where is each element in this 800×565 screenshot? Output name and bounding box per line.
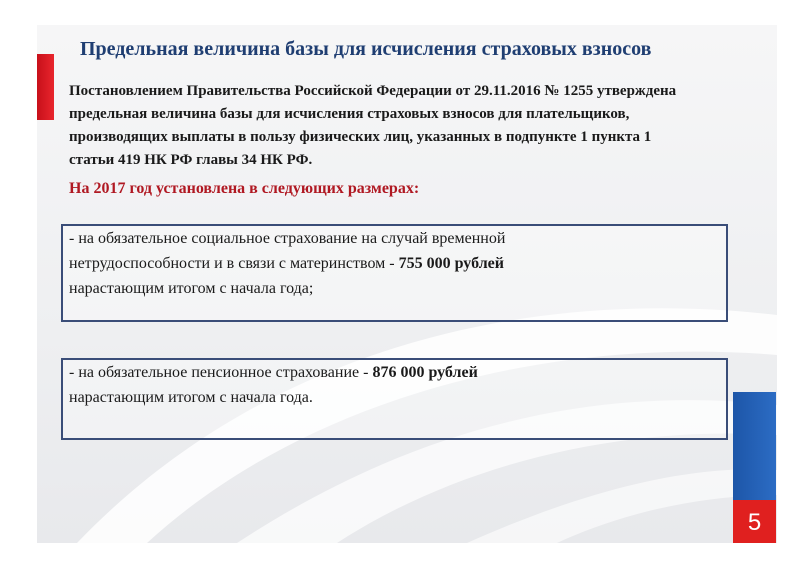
subheading: На 2017 год установлена в следующих размерах: bbox=[69, 180, 420, 197]
social-insurance-line-1: - на обязательное социальное страхование на случай временной bbox=[69, 230, 506, 247]
intro-paragraph: Постановлением Правительства Российской Федерации от 29.11.2016 № 1255 утверждена предельная величина базы для исчисления страховых взносов для плательщиков, производящих выплаты в пользу физических лиц, указанных в подпункте 1 пункта 1 статьи 419 НК РФ главы 34 НК РФ. bbox=[69, 83, 677, 168]
pension-insurance-line-1-text: - на обязательное пенсионное страхование - bbox=[69, 364, 373, 381]
social-insurance-line-2 bbox=[69, 251, 718, 276]
slide-title: Предельная величина базы для исчисления страховых взносов bbox=[80, 38, 652, 60]
pension-insurance-line-1 bbox=[69, 360, 718, 385]
red-accent-bar bbox=[37, 54, 54, 120]
blue-accent-bar bbox=[733, 392, 776, 500]
pension-insurance-line-2: нарастающим итогом с начала года. bbox=[69, 389, 313, 406]
page-number: 5 bbox=[733, 500, 776, 543]
social-insurance-amount: 755 000 рублей bbox=[398, 255, 504, 272]
social-insurance-box bbox=[61, 224, 728, 322]
pension-insurance-amount: 876 000 рублей bbox=[372, 364, 478, 381]
social-insurance-line-2-text: нетрудоспособности и в связи с материнством - bbox=[69, 255, 399, 272]
pension-insurance-text bbox=[63, 360, 726, 410]
pension-insurance-box bbox=[61, 358, 728, 440]
social-insurance-line-3: нарастающим итогом с начала года; bbox=[69, 280, 314, 297]
social-insurance-text bbox=[63, 226, 726, 301]
